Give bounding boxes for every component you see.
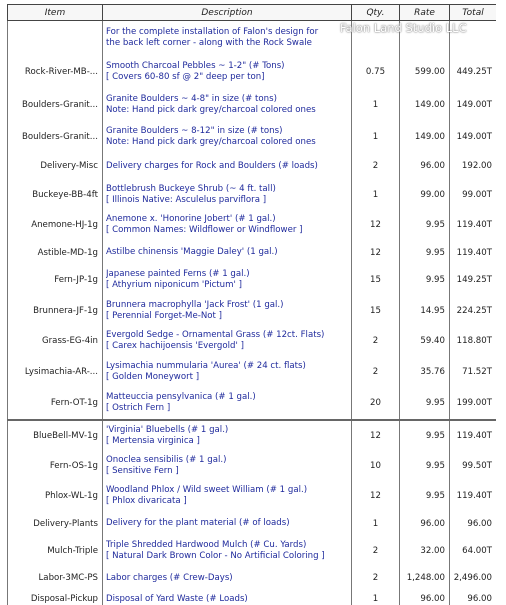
item-qty: 2 [352, 326, 400, 357]
item-total: 199.00T [450, 388, 497, 420]
item-qty: 1 [352, 512, 400, 536]
item-description [103, 296, 352, 326]
item-total: 96.00 [450, 591, 497, 605]
item-description [103, 265, 352, 296]
description-line: Japanese painted Ferns (# 1 gal.) [106, 269, 250, 279]
item-qty: 12 [352, 241, 400, 265]
description-line: Astilbe chinensis 'Maggie Daley' (1 gal.) [106, 247, 278, 257]
description-line: [ Ostrich Fern ] [106, 403, 171, 413]
item-total: 2,496.00 [450, 566, 497, 591]
item-description [103, 451, 352, 481]
item-rate: 149.00 [400, 89, 450, 121]
description-line: [ Perennial Forget-Me-Not ] [106, 310, 222, 321]
item-code: Brunnera-JF-1g [8, 296, 103, 326]
item-total: 118.80T [450, 326, 497, 357]
description-line: Granite Boulders ~ 4-8" in size (# tons) [106, 93, 277, 104]
table-row [8, 357, 497, 388]
description-line: Evergold Sedge - Ornamental Grass (# 12ct. Flats) [106, 330, 325, 340]
table-row [8, 121, 497, 153]
table-header-row [8, 5, 497, 21]
item-rate: 9.95 [400, 451, 450, 481]
table-row [8, 326, 497, 357]
item-rate: 9.95 [400, 481, 450, 512]
item-description [103, 121, 352, 153]
description-line: Matteuccia pensylvanica (# 1 gal.) [106, 392, 256, 402]
header-total: Total [450, 5, 497, 21]
item-description [103, 420, 352, 451]
item-code: Buckeye-BB-4ft [8, 180, 103, 210]
table-row [8, 265, 497, 296]
item-code: Boulders-Granit... [8, 121, 103, 153]
item-description [103, 536, 352, 566]
item-description [103, 180, 352, 210]
description-line: [ Athyrium niponicum 'Pictum' ] [106, 280, 242, 290]
description-line: the back left corner - along with the Rock Swale [106, 37, 312, 48]
table-row [8, 451, 497, 481]
item-qty: 1 [352, 89, 400, 121]
header-item: Item [8, 5, 103, 21]
item-rate: 96.00 [400, 153, 450, 180]
invoice-sheet [7, 4, 496, 605]
item-total: 192.00 [450, 153, 497, 180]
item-total: 71.52T [450, 357, 497, 388]
description-line: [ Carex hachijoensis 'Evergold' ] [106, 341, 244, 351]
table-row [8, 241, 497, 265]
item-total: 149.25T [450, 265, 497, 296]
item-rate: 9.95 [400, 265, 450, 296]
item-description [103, 55, 352, 89]
description-line: Lysimachia nummularia 'Aurea' (# 24 ct. flats) [106, 361, 306, 371]
item-total: 99.50T [450, 451, 497, 481]
item-rate: 59.40 [400, 326, 450, 357]
description-line: Anemone x. 'Honorine Jobert' (# 1 gal.) [106, 214, 276, 224]
item-qty: 1 [352, 591, 400, 605]
table-row [8, 420, 497, 451]
description-line: Note: Hand pick dark grey/charcoal colored ones [106, 136, 316, 147]
item-code: Grass-EG-4in [8, 326, 103, 357]
item-qty: 1 [352, 121, 400, 153]
item-code: Fern-JP-1g [8, 265, 103, 296]
description-line: For the complete installation of Falon's design for [106, 26, 319, 37]
item-code: Labor-3MC-PS [8, 566, 103, 591]
item-code [8, 21, 103, 55]
description-line: Delivery charges for Rock and Boulders (# loads) [106, 160, 318, 171]
item-total: 96.00 [450, 512, 497, 536]
table-body [8, 21, 497, 605]
item-rate: 14.95 [400, 296, 450, 326]
item-total: 149.00T [450, 121, 497, 153]
item-rate: 9.95 [400, 388, 450, 420]
description-line: Disposal of Yard Waste (# Loads) [106, 593, 248, 604]
item-description [103, 481, 352, 512]
table-row [8, 153, 497, 180]
table-row [8, 55, 497, 89]
item-description [103, 512, 352, 536]
item-total: 119.40T [450, 241, 497, 265]
description-line: Bottlebrush Buckeye Shrub (~ 4 ft. tall) [106, 183, 276, 194]
item-description [103, 241, 352, 265]
item-rate: 32.00 [400, 536, 450, 566]
description-line: [ Natural Dark Brown Color - No Artificial Coloring ] [106, 550, 325, 561]
table-row [8, 180, 497, 210]
item-rate: 99.00 [400, 180, 450, 210]
description-line: Onoclea sensibilis (# 1 gal.) [106, 454, 227, 465]
description-line: [ Sensitive Fern ] [106, 465, 179, 476]
description-line: [ Illinois Native: Asculelus parviflora ] [106, 194, 267, 205]
description-line: Brunnera macrophylla 'Jack Frost' (1 gal.) [106, 299, 284, 310]
item-qty: 10 [352, 451, 400, 481]
item-rate: 9.95 [400, 420, 450, 451]
item-code: Astible-MD-1g [8, 241, 103, 265]
item-code: Mulch-Triple [8, 536, 103, 566]
item-qty: 2 [352, 536, 400, 566]
description-line: Woodland Phlox / Wild sweet William (# 1 gal.) [106, 485, 308, 495]
item-code: Boulders-Granit... [8, 89, 103, 121]
item-code: Rock-River-MB-... [8, 55, 103, 89]
item-total: 149.00T [450, 89, 497, 121]
item-rate: 96.00 [400, 512, 450, 536]
table-row [8, 89, 497, 121]
item-total: 119.40T [450, 210, 497, 241]
item-code: Delivery-Misc [8, 153, 103, 180]
item-total: 99.00T [450, 180, 497, 210]
description-line: [ Mertensia virginica ] [106, 435, 200, 446]
item-description [103, 326, 352, 357]
watermark: Falon Land Studio LLC [340, 21, 467, 35]
item-qty: 0.75 [352, 55, 400, 89]
item-qty: 2 [352, 153, 400, 180]
item-rate: 96.00 [400, 591, 450, 605]
item-description [103, 210, 352, 241]
item-description [103, 388, 352, 420]
item-rate: 35.76 [400, 357, 450, 388]
header-qty: Qty. [352, 5, 400, 21]
item-description [103, 591, 352, 605]
item-qty: 1 [352, 180, 400, 210]
item-total: 224.25T [450, 296, 497, 326]
item-code: Lysimachia-AR-... [8, 357, 103, 388]
description-line: Smooth Charcoal Pebbles ~ 1-2" (# Tons) [106, 60, 285, 71]
table-row [8, 296, 497, 326]
description-line: Granite Boulders ~ 8-12" in size (# tons) [106, 125, 283, 136]
item-code: Anemone-HJ-1g [8, 210, 103, 241]
item-rate: 9.95 [400, 210, 450, 241]
header-rate: Rate [400, 5, 450, 21]
item-code: Disposal-Pickup [8, 591, 103, 605]
item-description [103, 89, 352, 121]
description-line: [ Golden Moneywort ] [106, 372, 200, 382]
description-line: [ Phlox divaricata ] [106, 496, 187, 506]
item-description [103, 566, 352, 591]
description-line: [ Covers 60-80 sf @ 2" deep per ton] [106, 71, 265, 82]
table-row [8, 512, 497, 536]
item-total: 119.40T [450, 481, 497, 512]
item-qty: 2 [352, 566, 400, 591]
item-rate: 9.95 [400, 241, 450, 265]
item-qty: 12 [352, 420, 400, 451]
item-qty: 15 [352, 296, 400, 326]
table-row [8, 388, 497, 420]
item-qty: 15 [352, 265, 400, 296]
item-description [103, 21, 352, 55]
item-total: 449.25T [450, 55, 497, 89]
item-total: 119.40T [450, 420, 497, 451]
line-items-table [7, 4, 496, 605]
table-row [8, 210, 497, 241]
item-rate: 149.00 [400, 121, 450, 153]
header-description: Description [103, 5, 352, 21]
item-code: Delivery-Plants [8, 512, 103, 536]
item-rate: 599.00 [400, 55, 450, 89]
description-line: [ Common Names: Wildflower or Windflower ] [106, 225, 303, 235]
table-row [8, 591, 497, 605]
description-line: Note: Hand pick dark grey/charcoal colored ones [106, 104, 316, 115]
item-rate: 1,248.00 [400, 566, 450, 591]
description-line: Labor charges (# Crew-Days) [106, 572, 233, 583]
description-line: 'Virginia' Bluebells (# 1 gal.) [106, 424, 229, 435]
item-total: 64.00T [450, 536, 497, 566]
item-qty: 20 [352, 388, 400, 420]
item-description [103, 153, 352, 180]
item-code: BlueBell-MV-1g [8, 420, 103, 451]
table-row [8, 536, 497, 566]
description-line: Triple Shredded Hardwood Mulch (# Cu. Yards) [106, 539, 307, 550]
item-description [103, 357, 352, 388]
item-qty: 12 [352, 210, 400, 241]
table-row [8, 481, 497, 512]
description-line: Delivery for the plant material (# of loads) [106, 518, 290, 528]
item-qty: 12 [352, 481, 400, 512]
item-qty: 2 [352, 357, 400, 388]
table-row [8, 566, 497, 591]
item-code: Fern-OS-1g [8, 451, 103, 481]
item-code: Fern-OT-1g [8, 388, 103, 420]
item-code: Phlox-WL-1g [8, 481, 103, 512]
